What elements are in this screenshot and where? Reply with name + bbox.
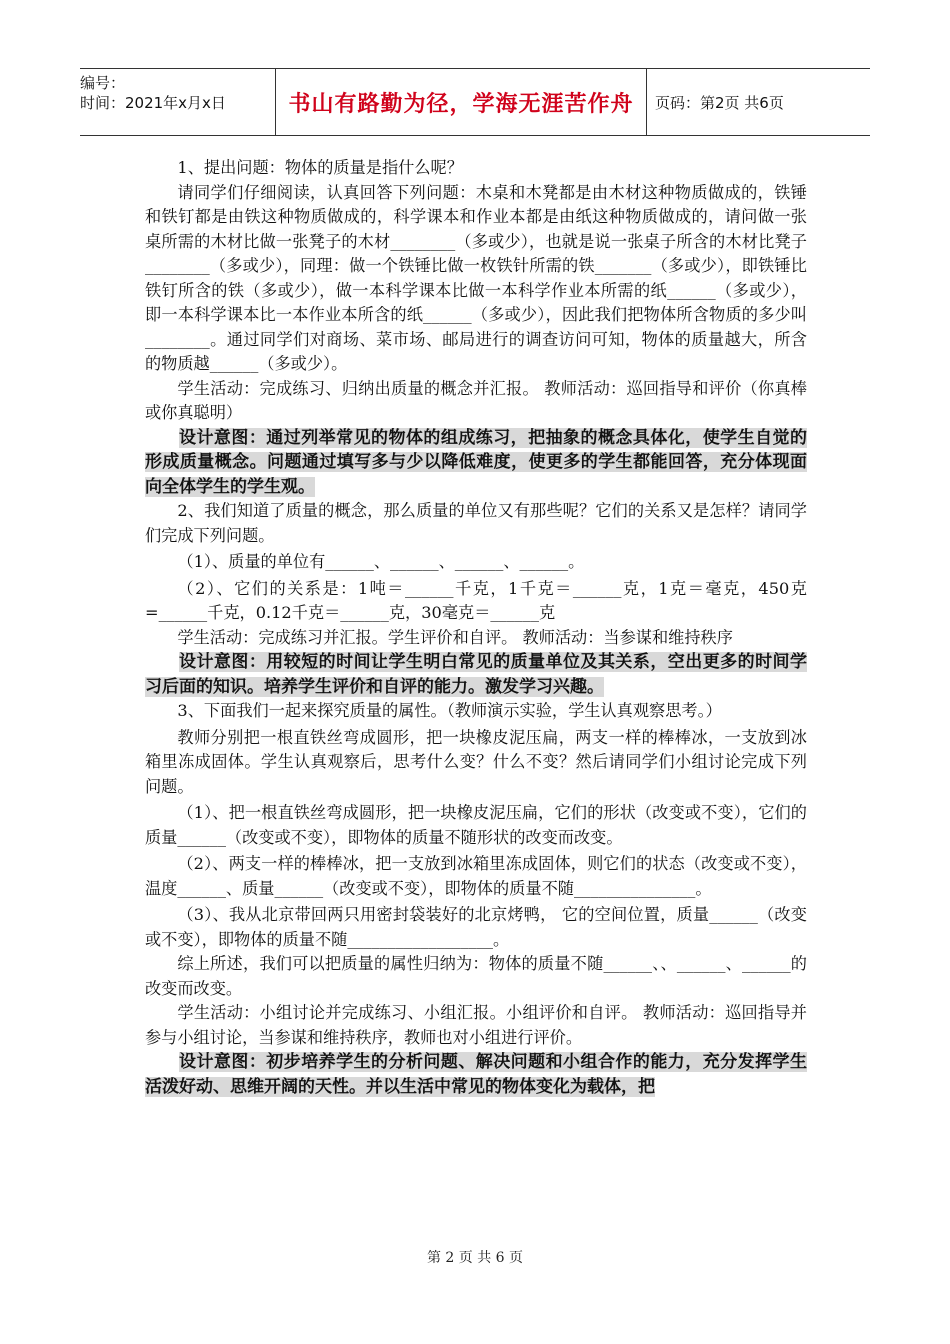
document-date-label: 时间：2021年x月x日 <box>80 94 226 112</box>
paragraph-question-2: 2、我们知道了质量的概念，那么质量的单位又有那些呢？它们的关系又是怎样？请同学们完成下列问题。 <box>145 501 807 545</box>
paragraph-item-2: （2）、两支一样的棒棒冰，把一支放到冰箱里冻成固体，则它们的状态（改变或不变），温度______、质量______（改变或不变），即物体的质量不随_______________。 <box>145 854 807 898</box>
paragraph-summary: 综上所述，我们可以把质量的属性归纳为：物体的质量不随______、、______、______的改变而改变。 <box>145 954 807 998</box>
paragraph-reading-exercise: 请同学们仔细阅读，认真回答下列问题：木桌和木凳都是由木材这种物质做成的，铁锤和铁钉都是由铁这种物质做成的，科学课本和作业本都是由纸这种物质做成的，请问做一张桌所需的木材比做一张凳子的木材________（多或少），也就是说一张桌子所含的木材比凳子________（多或少），同理：做一个铁锤比做一枚铁针所需的铁_______（多或少），即铁锤比铁钉所含的铁（多或少），做一本科学课本比做一本科学作业本所需的纸______（多或少），即一本科学课本比一本作业本所含的纸______（多或少），因此我们把物体所含物质的多少叫________。通过同学们对商场、菜市场、邮局进行的调查访问可知，物体的质量越大，所含的物质越______（多或少）。 <box>145 182 807 373</box>
document-number-label: 编号： <box>80 74 126 92</box>
paragraph-units: （1）、质量的单位有______、______、______、______。 <box>177 552 585 571</box>
design-intent-3 <box>145 1050 807 1099</box>
paragraph-activity-1: 学生活动：完成练习、归纳出质量的概念并汇报。 教师活动：巡回指导和评价（你真棒或你真聪明） <box>145 378 807 422</box>
paragraph-relations: （2）、它们的关系是：1吨＝______千克，1千克＝______克，1克＝毫克，450克=______千克，0.12千克＝______克，30毫克＝______克 <box>145 578 807 622</box>
header-page-info: 页码：第2页 共6页 <box>655 93 784 112</box>
paragraph-activity-3: 学生活动：小组讨论并完成练习、小组汇报。小组评价和自评。 教师活动：巡回指导并参与小组讨论，当参谋和维持秩序，教师也对小组进行评价。 <box>145 1003 807 1047</box>
design-intent-2 <box>145 650 807 699</box>
paragraph-demo: 教师分别把一根直铁丝弯成圆形，把一块橡皮泥压扁，两支一样的棒棒冰，一支放到冰箱里冻成固体。学生认真观察后，思考什么变？什么不变？然后请同学们小组讨论完成下列问题。 <box>145 727 807 796</box>
paragraph-question-1: 1、提出问题：物体的质量是指什么呢？ <box>177 158 463 177</box>
paragraph-item-3: （3）、我从北京带回两只用密封袋装好的北京烤鸭， 它的空间位置，质量______（改变或不变），即物体的质量不随__________________。 <box>145 905 807 949</box>
design-intent-2-text: 设计意图：用较短的时间让学生明白常见的质量单位及其关系，空出更多的时间学习后面的知识。培养学生评价和自评的能力。激发学习兴趣。 <box>145 652 807 697</box>
header-motto: 书山有路勤为径，学海无涯苦作舟 <box>275 69 647 135</box>
design-intent-3-text: 设计意图：初步培养学生的分析问题、解决问题和小组合作的能力，充分发挥学生活泼好动、思维开阔的天性。并以生活中常见的物体变化为载体，把 <box>145 1052 807 1097</box>
page-footer: 第 2 页 共 6 页 <box>426 1250 524 1266</box>
design-intent-1 <box>145 426 807 500</box>
header-meta <box>80 69 275 135</box>
paragraph-item-1: （1）、把一根直铁丝弯成圆形，把一块橡皮泥压扁，它们的形状（改变或不变），它们的质量______（改变或不变），即物体的质量不随形状的改变而改变。 <box>145 803 807 847</box>
document-body <box>145 156 807 1099</box>
design-intent-1-text: 设计意图：通过列举常见的物体的组成练习，把抽象的概念具体化，使学生自觉的形成质量概念。问题通过填写多与少以降低难度，使更多的学生都能回答，充分体现面向全体学生的学生观。 <box>145 427 807 497</box>
paragraph-question-3: 3、下面我们一起来探究质量的属性。（教师演示实验，学生认真观察思考。） <box>177 701 722 720</box>
paragraph-activity-2: 学生活动：完成练习并汇报。学生评价和自评。 教师活动：当参谋和维持秩序 <box>177 627 733 647</box>
page-header <box>80 68 870 136</box>
